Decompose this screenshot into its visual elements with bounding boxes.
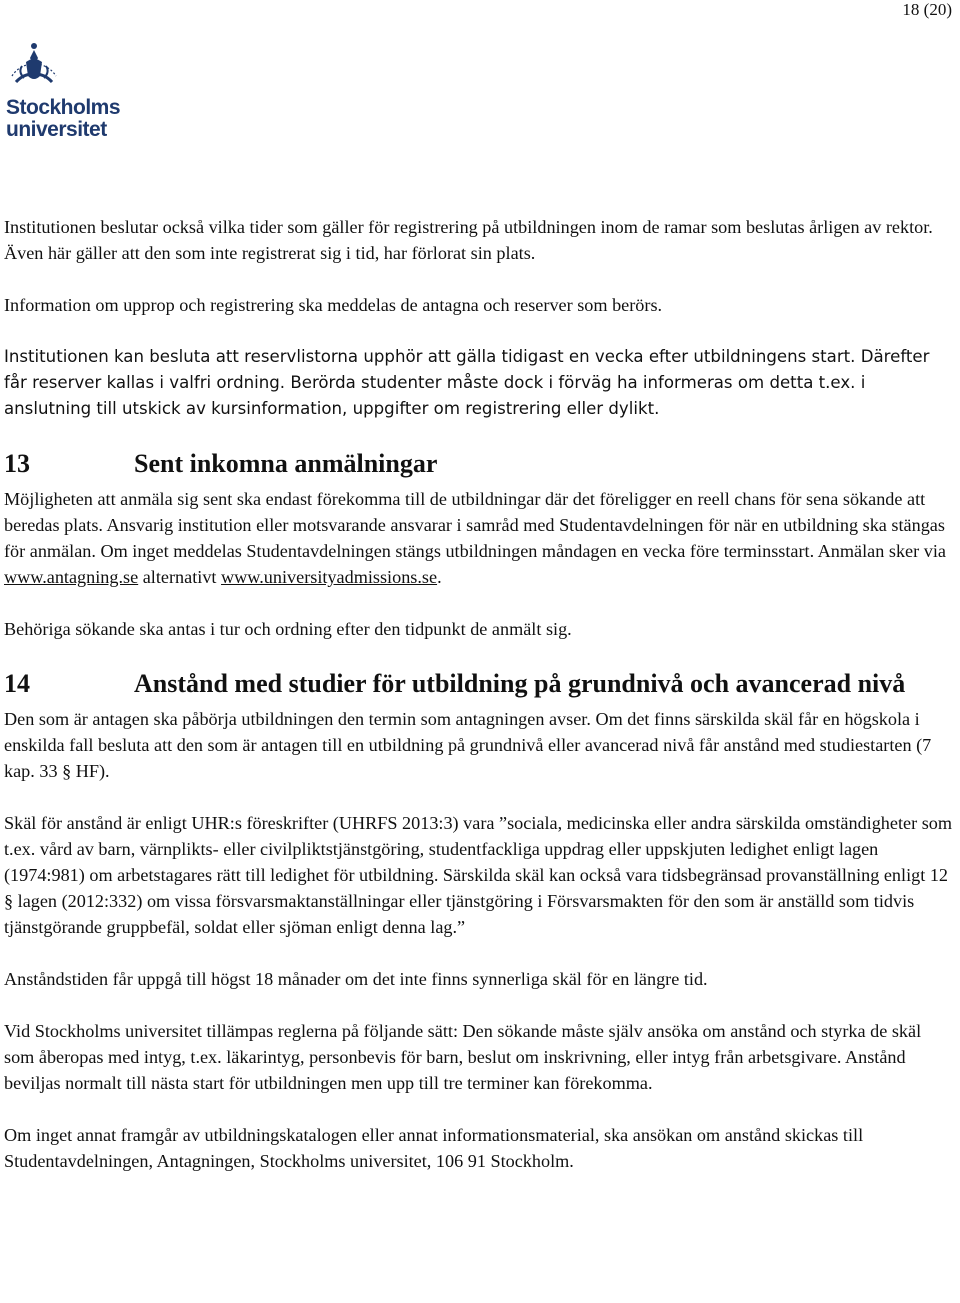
paragraph-upprop-information: Information om upprop och registrering ska meddelas de antagna och reserver som berörs.	[4, 295, 663, 315]
paragraph-late-applications	[4, 486, 954, 590]
paragraph-registration-times: Institutionen beslutar också vilka tider som gäller för registrering på utbildningen inom de ramar som beslutas årligen av rektor. Även här gäller att den som inte registrerat sig i tid, har förlorat sin plats.	[4, 217, 933, 263]
document-body	[4, 214, 954, 1200]
antagning-link[interactable]: www.antagning.se	[4, 567, 139, 587]
page-number: 18 (20)	[902, 0, 952, 19]
section-13-number: 13	[4, 449, 30, 478]
university-seal-icon	[4, 36, 64, 92]
section-13-heading	[4, 448, 954, 480]
section-14-number: 14	[4, 669, 30, 698]
late-applications-end: .	[437, 567, 442, 587]
universityadmissions-link[interactable]: www.universityadmissions.se	[221, 567, 438, 587]
section-14-title: Anstånd med studier för utbildning på grundnivå och avancerad nivå	[134, 669, 906, 698]
paragraph-submission-address: Om inget annat framgår av utbildningskatalogen eller annat informationsmaterial, ska ansökan om anstånd skickas till Studentavdelningen, Antagningen, Stockholms universitet, 106 91 Stockholm.	[4, 1125, 864, 1171]
university-logo	[4, 36, 128, 140]
paragraph-su-application: Vid Stockholms universitet tillämpas reglerna på följande sätt: Den sökande måste själv ansöka om anstånd och styrka de skäl som åberopas med intyg, t.ex. läkarintyg, personbevis för barn, beslut om inskrivning, eller intyg från arbetsgivare. Anstånd beviljas normalt till nästa start för utbildningen men upp till tre terminer kan förekomma.	[4, 1021, 922, 1093]
paragraph-reserve-lists: Institutionen kan besluta att reservlistorna upphör att gälla tidigast en vecka efter utbildningens start. Därefter får reserver kallas i valfri ordning. Berörda studenter måste dock i förväg ha informeras om detta t.ex. i anslutning till utskick av kursinformation, uppgifter om registrering eller dylikt.	[4, 347, 930, 418]
paragraph-deferral-duration: Anståndstiden får uppgå till högst 18 månader om det inte finns synnerliga skäl för en längre tid.	[4, 969, 708, 989]
logo-text-line1: Stockholms	[6, 96, 121, 119]
logo-text-line2: universitet	[6, 118, 107, 141]
section-14-heading	[4, 668, 954, 700]
late-applications-text: Möjligheten att anmäla sig sent ska endast förekomma till de utbildningar där det föreligger en reell chans för sena sökande att beredas plats. Ansvarig institution eller motsvarande ansvarar i samråd med Studentavdelningen för när en utbildning ska stängas för anmälan. Om inget meddelas Studentavdelningen stängs utbildningen måndagen en vecka före terminsstart. Anmälan sker via	[4, 489, 946, 561]
late-applications-mid: alternativt	[138, 567, 222, 587]
paragraph-admission-order: Behöriga sökande ska antas i tur och ordning efter den tidpunkt de anmält sig.	[4, 619, 572, 639]
paragraph-deferral-rules: Den som är antagen ska påbörja utbildningen den termin som antagningen avser. Om det finns särskilda skäl får en högskola i enskilda fall besluta att den som är antagen till en utbildning på grundnivå eller avancerad nivå får anstånd med studiestarten (7 kap. 33 § HF).	[4, 709, 932, 781]
section-13-title: Sent inkomna anmälningar	[134, 449, 438, 478]
paragraph-deferral-reasons: Skäl för anstånd är enligt UHR:s föreskrifter (UHRFS 2013:3) vara ”sociala, medicinska eller andra särskilda omständigheter som t.ex. vård av barn, värnplikts- eller civilpliktstjänstgöring, studentfackliga uppdrag eller uppskjuten ledighet enligt lagen (1974:981) om arbetstagares rätt till ledighet för utbildning. Särskilda skäl kan också vara tidsbegränsad provanställning enligt 12 § lagen (2012:332) om vissa försvarsmaktanställningar eller tjänstgöring i Försvarsmakten för den som är anställd som tidvis tjänstgörande gruppbefäl, soldat eller sjöman enligt denna lag.”	[4, 813, 953, 937]
